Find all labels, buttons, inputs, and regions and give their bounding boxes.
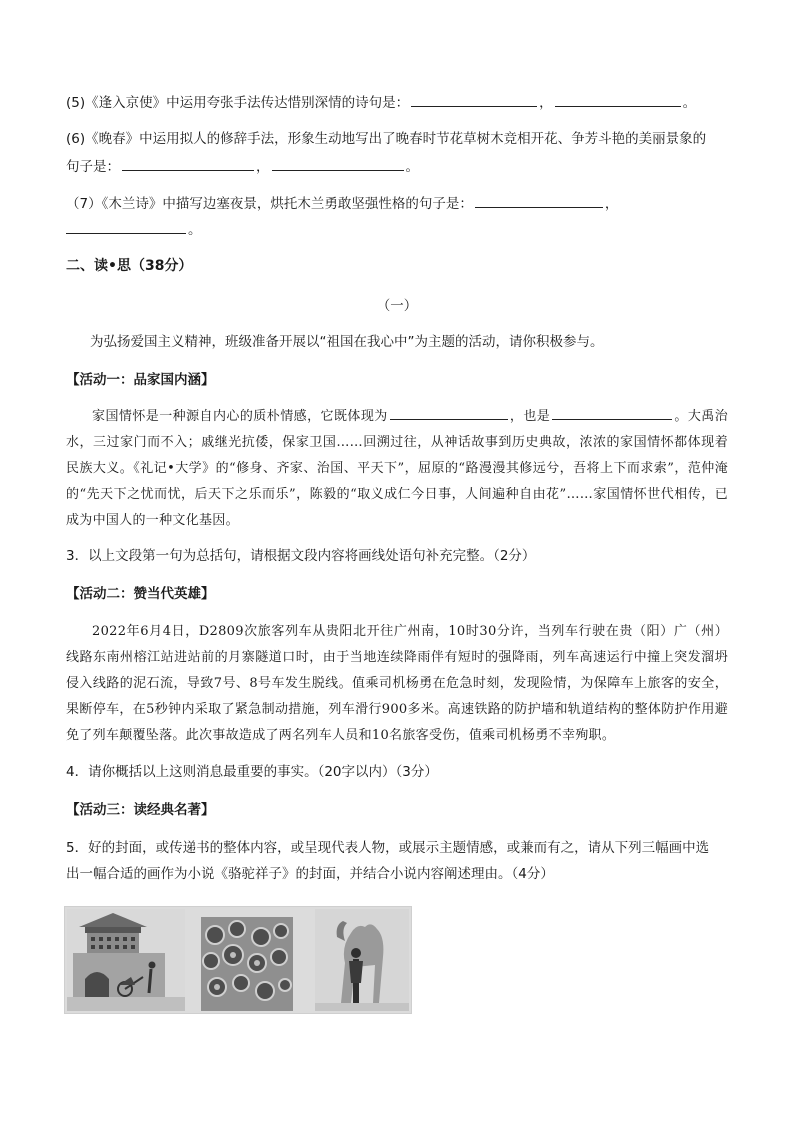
answer-blank[interactable] bbox=[390, 405, 508, 420]
answer-blank[interactable] bbox=[66, 218, 186, 234]
section-title: 二、读•思（38分） bbox=[66, 258, 193, 274]
question-6-text: (6)《晚春》中运用拟人的修辞手法，形象生动地写出了晚春时节花草树木竞相开花、争芳斗艳的美丽景象的 bbox=[66, 131, 707, 147]
question-7-fill-2: 。 bbox=[66, 218, 202, 240]
question-5-fill: (5)《逢入京使》中运用夸张手法传达惜别深情的诗句是： ， 。 bbox=[66, 91, 696, 113]
activity-intro: 为弘扬爱国主义精神，班级准备开展以“祖国在我心中”为主题的活动，请你积极参与。 bbox=[90, 334, 604, 350]
activity-1-title: 【活动一：品家国内涵】 bbox=[66, 372, 215, 388]
sunflowers-illustration-icon bbox=[201, 917, 293, 1011]
activity-2-title: 【活动二：赞当代英雄】 bbox=[66, 586, 215, 602]
camel-and-man-illustration-icon bbox=[315, 909, 409, 1011]
answer-blank[interactable] bbox=[475, 192, 603, 208]
question-5-text: 5．好的封面，或传递书的整体内容，或呈现代表人物，或展示主题情感，或兼而有之，请从下列三幅画中选 bbox=[66, 840, 710, 856]
question-text: (5)《逢入京使》中运用夸张手法传达惜别深情的诗句是： bbox=[66, 95, 410, 111]
figure-svg bbox=[65, 907, 411, 1013]
answer-blank[interactable] bbox=[555, 91, 681, 107]
passage-1: 家国情怀是一种源自内心的质朴情感，它既体现为 ，也是 。大禹治水，三过家门而不入；戚继光抗倭，保家卫国……回溯过往，从神话故事到历史典故，浓浓的家国情怀都体现着民族大义。《礼记•大学》的“修身、齐家、治国、平天下”，屈原的“路漫漫其修远兮，吾将上下而求索”，范仲淹的“先天下之忧而忧，后天下之乐而乐”，陈毅的“取义成仁今日事，人间遍种自由花”……家国情怀世代相传，已成为中国人的一种文化基因。 bbox=[66, 404, 728, 534]
question-4: 4．请你概括以上这则消息最重要的事实。（20字以内）（3分） bbox=[66, 764, 438, 780]
cover-options-figure bbox=[64, 906, 412, 1014]
city-gate-rickshaw-illustration-icon bbox=[67, 909, 185, 1011]
answer-blank[interactable] bbox=[552, 405, 672, 420]
subsection-title: （一） bbox=[376, 298, 418, 314]
question-text: （7）《木兰诗》中描写边塞夜景，烘托木兰勇敢坚强性格的句子是： bbox=[66, 196, 473, 212]
answer-blank[interactable] bbox=[122, 155, 254, 171]
answer-blank[interactable] bbox=[411, 91, 537, 107]
passage-2: 2022年6月4日，D2809次旅客列车从贵阳北开往广州南，10时30分许，当列车行驶在贵（阳）广（州）线路东南州榕江站进站前的月寨隧道口时，由于当地连续降雨伴有短时的强降雨，列车高速运行中撞上突发溜坍侵入线路的泥石流，导致7号、8号车发生脱线。值乘司机杨勇在危急时刻，发现险情，为保障车上旅客的安全，果断停车，在5秒钟内采取了紧急制动措施，列车滑行900多米。高速铁路的防护墙和轨道结构的整体防护作用避免了列车颠覆坠落。此次事故造成了两名列车人员和10名旅客受伤，值乘司机杨勇不幸殉职。 bbox=[66, 624, 728, 743]
question-5-text-2: 出一幅合适的画作为小说《骆驼祥子》的封面，并结合小说内容阐述理由。（4分） bbox=[66, 866, 554, 882]
question-3: 3．以上文段第一句为总括句，请根据文段内容将画线处语句补充完整。（2分） bbox=[66, 548, 536, 564]
answer-blank[interactable] bbox=[272, 155, 404, 171]
activity-3-title: 【活动三：读经典名著】 bbox=[66, 802, 215, 818]
question-6-fill: 句子是： ， 。 bbox=[66, 155, 419, 177]
question-7-fill: （7）《木兰诗》中描写边塞夜景，烘托木兰勇敢坚强性格的句子是： ， bbox=[66, 192, 618, 214]
